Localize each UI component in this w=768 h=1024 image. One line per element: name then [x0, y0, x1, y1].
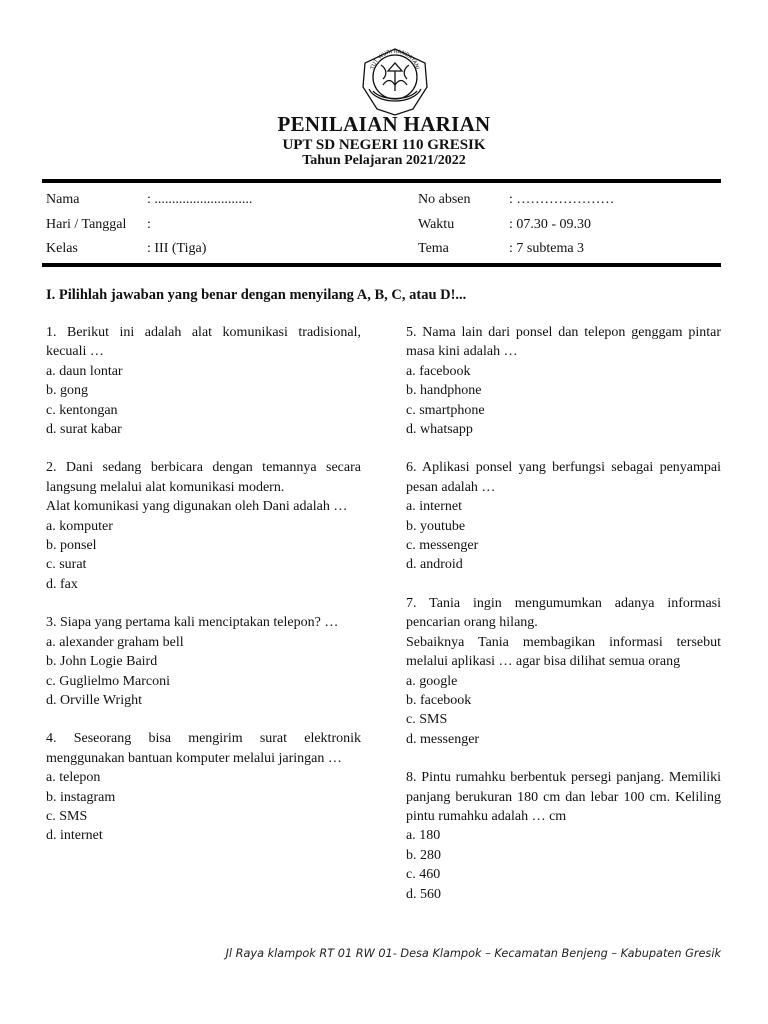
hari-tanggal-label: Hari / Tanggal	[46, 217, 127, 232]
waktu-label: Waktu	[418, 217, 455, 232]
answer-option[interactable]: a. google	[406, 673, 458, 689]
question-text: 5. Nama lain dari ponsel dan telepon genggam pintar masa kini adalah …	[406, 325, 721, 360]
question-stem	[406, 458, 721, 497]
answer-option[interactable]: a. 180	[406, 828, 441, 844]
answer-option[interactable]: b. handphone	[406, 383, 482, 399]
hari-tanggal-field[interactable]: :	[147, 217, 151, 232]
school-name: UPT SD NEGERI 110 GRESIK	[282, 137, 486, 153]
answer-options	[46, 362, 361, 440]
no-absen-label: No absen	[418, 192, 471, 207]
svg-text:TUT WURI HANDAYANI	[370, 49, 421, 71]
question	[406, 323, 721, 439]
academic-year: Tahun Pelajaran 2021/2022	[302, 153, 466, 168]
question-text: 7. Tania ingin mengumumkan adanya informasi pencarian orang hilang.	[406, 595, 721, 631]
question-stem	[406, 768, 721, 826]
question-text: 3. Siapa yang pertama kali menciptakan telepon? …	[46, 615, 339, 631]
answer-option[interactable]: c. 460	[406, 867, 441, 883]
question-text: Alat komunikasi yang digunakan oleh Dani adalah …	[46, 499, 348, 515]
question-text: 1. Berikut ini adalah alat komunikasi tradisional, kecuali …	[46, 325, 361, 360]
answer-option[interactable]: b. facebook	[406, 692, 472, 708]
instruction: I. Pilihlah jawaban yang benar dengan menyilang A, B, C, atau D!...	[46, 287, 467, 303]
tema-label: Tema	[418, 241, 449, 256]
logo-text: TUT WURI HANDAYANI	[369, 48, 421, 71]
answer-options	[406, 497, 721, 575]
questions-right-column	[406, 323, 721, 923]
answer-option[interactable]: a. internet	[406, 499, 462, 515]
answer-options	[406, 672, 721, 750]
answer-option[interactable]: d. surat kabar	[46, 422, 122, 438]
school-logo	[357, 45, 433, 117]
question-stem	[406, 594, 721, 672]
divider-bottom	[42, 263, 721, 267]
question-stem	[46, 729, 361, 768]
nama-field[interactable]: : ............................	[147, 192, 253, 207]
question-text: Sebaiknya Tania membagikan informasi tersebut melalui aplikasi … agar bisa dilihat semua orang	[406, 634, 721, 670]
questions-left-column	[46, 323, 361, 865]
answer-option[interactable]: b. ponsel	[46, 538, 97, 554]
kelas-label: Kelas	[46, 241, 78, 256]
question	[46, 613, 361, 710]
answer-option[interactable]: b. John Logie Baird	[46, 654, 158, 670]
answer-option[interactable]: b. gong	[46, 383, 88, 399]
answer-option[interactable]: a. daun lontar	[46, 363, 123, 379]
question-text: 4. Seseorang bisa mengirim surat elektronik menggunakan bantuan komputer melalui jaringan …	[46, 731, 361, 766]
question	[406, 594, 721, 749]
answer-option[interactable]: c. Guglielmo Marconi	[46, 673, 171, 689]
tema-value: : 7 subtema 3	[509, 241, 585, 256]
question	[46, 323, 361, 439]
question-text: 2. Dani sedang berbicara dengan temannya secara langsung melalui alat komunikasi modern.	[46, 460, 361, 495]
no-absen-field[interactable]: : …………………	[509, 192, 615, 207]
page-title: PENILAIAN HARIAN	[277, 112, 491, 136]
nama-label: Nama	[46, 192, 80, 207]
answer-option[interactable]: c. smartphone	[406, 402, 485, 418]
answer-option[interactable]: b. youtube	[406, 518, 466, 534]
answer-option[interactable]: d. 560	[406, 886, 441, 902]
answer-options	[46, 768, 361, 846]
question	[46, 729, 361, 845]
answer-option[interactable]: c. kentongan	[46, 402, 118, 418]
answer-option[interactable]: c. surat	[46, 557, 87, 573]
answer-option[interactable]: c. SMS	[406, 712, 448, 728]
divider-top	[42, 179, 721, 183]
kelas-value: : III (Tiga)	[147, 241, 207, 256]
question-stem	[46, 458, 361, 516]
answer-options	[406, 826, 721, 904]
answer-option[interactable]: d. android	[406, 557, 463, 573]
answer-option[interactable]: a. komputer	[46, 518, 113, 534]
answer-options	[46, 517, 361, 595]
question	[46, 458, 361, 594]
question-stem	[46, 323, 361, 362]
question	[406, 768, 721, 904]
answer-options	[406, 362, 721, 440]
answer-option[interactable]: c. SMS	[46, 808, 88, 824]
question	[406, 458, 721, 574]
answer-option[interactable]: d. whatsapp	[406, 422, 473, 438]
answer-option[interactable]: d. Orville Wright	[46, 692, 142, 708]
answer-option[interactable]: b. instagram	[46, 789, 116, 805]
answer-option[interactable]: d. internet	[46, 828, 103, 844]
question-text: 6. Aplikasi ponsel yang berfungsi sebagai penyampai pesan adalah …	[406, 460, 721, 495]
question-stem	[406, 323, 721, 362]
footer-address: Jl Raya klampok RT 01 RW 01- Desa Klampok – Kecamatan Benjeng – Kabupaten Gresik	[225, 947, 721, 960]
answer-option[interactable]: d. fax	[46, 576, 78, 592]
answer-options	[46, 633, 361, 711]
question-text: 8. Pintu rumahku berbentuk persegi panjang. Memiliki panjang berukuran 180 cm dan lebar 100 cm. Keliling pintu rumahku adalah … cm	[406, 770, 721, 824]
answer-option[interactable]: b. 280	[406, 847, 441, 863]
answer-option[interactable]: a. telepon	[46, 770, 101, 786]
answer-option[interactable]: d. messenger	[406, 731, 480, 747]
answer-option[interactable]: a. alexander graham bell	[46, 634, 184, 650]
question-stem	[46, 613, 361, 632]
answer-option[interactable]: a. facebook	[406, 363, 471, 379]
answer-option[interactable]: c. messenger	[406, 538, 479, 554]
waktu-value: : 07.30 - 09.30	[509, 217, 592, 232]
